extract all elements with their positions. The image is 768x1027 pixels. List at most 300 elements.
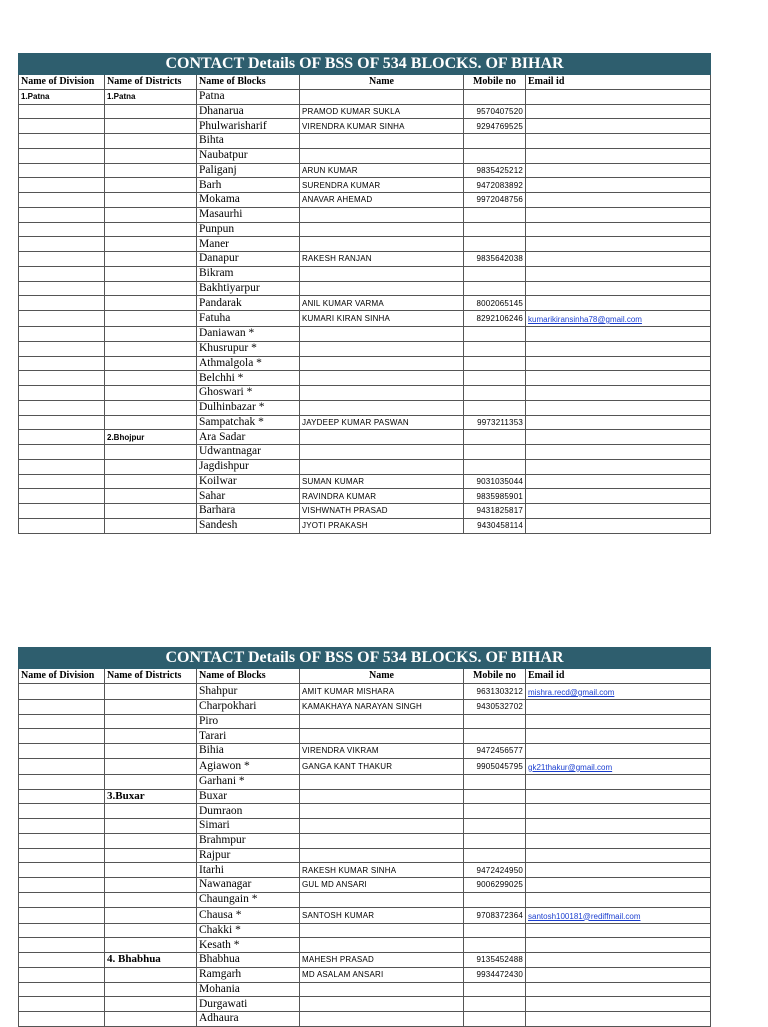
- division-cell: [19, 207, 105, 222]
- district-cell: [105, 296, 197, 311]
- name-cell: [300, 459, 464, 474]
- division-cell: [19, 892, 105, 907]
- division-cell: [19, 699, 105, 714]
- name-cell: [300, 774, 464, 789]
- division-cell: [19, 474, 105, 489]
- block-cell: Naubatpur: [197, 148, 300, 163]
- table-title: CONTACT Details OF BSS OF 534 BLOCKS. OF BIHAR: [19, 648, 711, 669]
- email-cell: [526, 804, 711, 819]
- block-cell: Sampatchak *: [197, 415, 300, 430]
- mobile-cell: 9135452488: [464, 953, 526, 968]
- block-cell: Sandesh: [197, 518, 300, 533]
- block-cell: Masaurhi: [197, 207, 300, 222]
- district-cell: [105, 237, 197, 252]
- name-cell: [300, 833, 464, 848]
- table-title: CONTACT Details OF BSS OF 534 BLOCKS. OF BIHAR: [19, 54, 711, 75]
- email-link[interactable]: gk21thakur@gmail.com: [528, 762, 613, 772]
- district-cell: [105, 848, 197, 863]
- mobile-cell: [464, 833, 526, 848]
- name-cell: [300, 371, 464, 386]
- name-cell: [300, 982, 464, 997]
- name-cell: KAMAKHAYA NARAYAN SINGH: [300, 699, 464, 714]
- block-cell: Piro: [197, 714, 300, 729]
- email-link[interactable]: santosh100181@rediffmail.com: [528, 911, 641, 921]
- division-cell: [19, 163, 105, 178]
- table-row: [19, 281, 711, 296]
- block-cell: Pandarak: [197, 296, 300, 311]
- header-mobile: Mobile no: [464, 669, 526, 684]
- name-cell: VIRENDRA VIKRAM: [300, 744, 464, 759]
- email-cell: [526, 489, 711, 504]
- name-cell: ANIL KUMAR VARMA: [300, 296, 464, 311]
- table-row: [19, 848, 711, 863]
- table-row: [19, 311, 711, 327]
- table-row: [19, 518, 711, 533]
- mobile-cell: [464, 848, 526, 863]
- table-row: [19, 459, 711, 474]
- division-cell: [19, 518, 105, 533]
- district-cell: [105, 907, 197, 923]
- table-row: [19, 119, 711, 134]
- email-cell: [526, 819, 711, 834]
- division-cell: [19, 371, 105, 386]
- block-cell: Bihta: [197, 134, 300, 149]
- contact-table: [18, 53, 711, 534]
- table-row: [19, 1012, 711, 1027]
- block-cell: Nawanagar: [197, 878, 300, 893]
- email-cell: [526, 923, 711, 938]
- division-cell: [19, 430, 105, 445]
- mobile-cell: 8292106246: [464, 311, 526, 327]
- table-row: [19, 415, 711, 430]
- division-cell: [19, 119, 105, 134]
- table-row: [19, 386, 711, 401]
- division-cell: [19, 982, 105, 997]
- division-cell: [19, 415, 105, 430]
- mobile-cell: [464, 281, 526, 296]
- table-row: [19, 371, 711, 386]
- division-cell: [19, 148, 105, 163]
- division-cell: [19, 341, 105, 356]
- table-row: [19, 907, 711, 923]
- header-districts: Name of Districts: [105, 669, 197, 684]
- name-cell: GANGA KANT THAKUR: [300, 758, 464, 774]
- district-cell: [105, 178, 197, 193]
- division-cell: [19, 266, 105, 281]
- block-cell: Dhanarua: [197, 104, 300, 119]
- district-cell: 1.Patna: [105, 89, 197, 104]
- email-cell: [526, 459, 711, 474]
- block-cell: Brahmpur: [197, 833, 300, 848]
- mobile-cell: [464, 386, 526, 401]
- email-cell: [526, 371, 711, 386]
- name-cell: [300, 848, 464, 863]
- division-cell: [19, 252, 105, 267]
- division-cell: [19, 938, 105, 953]
- division-cell: [19, 729, 105, 744]
- email-cell: [526, 89, 711, 104]
- division-cell: [19, 953, 105, 968]
- name-cell: JYOTI PRAKASH: [300, 518, 464, 533]
- mobile-cell: [464, 207, 526, 222]
- block-cell: Sahar: [197, 489, 300, 504]
- table-row: [19, 89, 711, 104]
- table-row: [19, 504, 711, 519]
- district-cell: [105, 997, 197, 1012]
- mobile-cell: [464, 327, 526, 342]
- email-cell: [526, 953, 711, 968]
- district-cell: [105, 415, 197, 430]
- email-cell: [526, 311, 711, 327]
- mobile-cell: 9294769525: [464, 119, 526, 134]
- district-cell: 4. Bhabhua: [105, 953, 197, 968]
- block-cell: Barh: [197, 178, 300, 193]
- block-cell: Durgawati: [197, 997, 300, 1012]
- name-cell: [300, 89, 464, 104]
- name-cell: [300, 266, 464, 281]
- name-cell: [300, 892, 464, 907]
- mobile-cell: 9835425212: [464, 163, 526, 178]
- district-cell: [105, 371, 197, 386]
- table-row: [19, 266, 711, 281]
- name-cell: KUMARI KIRAN SINHA: [300, 311, 464, 327]
- table-row: [19, 474, 711, 489]
- block-cell: Dulhinbazar *: [197, 400, 300, 415]
- division-cell: [19, 997, 105, 1012]
- block-cell: Simari: [197, 819, 300, 834]
- block-cell: Danapur: [197, 252, 300, 267]
- division-cell: 1.Patna: [19, 89, 105, 104]
- email-cell: [526, 430, 711, 445]
- division-cell: [19, 967, 105, 982]
- table-row: [19, 104, 711, 119]
- district-cell: [105, 311, 197, 327]
- mobile-cell: [464, 356, 526, 371]
- block-cell: Mohania: [197, 982, 300, 997]
- name-cell: [300, 222, 464, 237]
- name-cell: SURENDRA KUMAR: [300, 178, 464, 193]
- district-cell: 2.Bhojpur: [105, 430, 197, 445]
- division-cell: [19, 178, 105, 193]
- email-cell: [526, 907, 711, 923]
- block-cell: Tarari: [197, 729, 300, 744]
- division-cell: [19, 758, 105, 774]
- block-cell: Bihia: [197, 744, 300, 759]
- mobile-cell: [464, 237, 526, 252]
- district-cell: [105, 119, 197, 134]
- email-cell: [526, 863, 711, 878]
- district-cell: [105, 207, 197, 222]
- division-cell: [19, 386, 105, 401]
- mobile-cell: [464, 892, 526, 907]
- email-cell: [526, 266, 711, 281]
- district-cell: 3.Buxar: [105, 789, 197, 804]
- district-cell: [105, 341, 197, 356]
- district-cell: [105, 967, 197, 982]
- block-cell: Kesath *: [197, 938, 300, 953]
- mobile-cell: [464, 266, 526, 281]
- email-link[interactable]: kumarikiransinha78@gmail.com: [528, 315, 642, 324]
- header-mobile: Mobile no: [464, 75, 526, 90]
- division-cell: [19, 907, 105, 923]
- email-cell: [526, 878, 711, 893]
- block-cell: Chaungain *: [197, 892, 300, 907]
- email-cell: [526, 892, 711, 907]
- email-cell: [526, 207, 711, 222]
- email-cell: [526, 148, 711, 163]
- email-cell: [526, 386, 711, 401]
- name-cell: [300, 1012, 464, 1027]
- table-row: [19, 938, 711, 953]
- mobile-cell: [464, 938, 526, 953]
- division-cell: [19, 489, 105, 504]
- division-cell: [19, 281, 105, 296]
- division-cell: [19, 327, 105, 342]
- email-cell: [526, 327, 711, 342]
- name-cell: [300, 923, 464, 938]
- email-cell: [526, 119, 711, 134]
- block-cell: Bhabhua: [197, 953, 300, 968]
- division-cell: [19, 504, 105, 519]
- name-cell: ANAVAR AHEMAD: [300, 193, 464, 208]
- district-cell: [105, 356, 197, 371]
- email-cell: [526, 982, 711, 997]
- district-cell: [105, 863, 197, 878]
- email-cell: [526, 1012, 711, 1027]
- district-cell: [105, 518, 197, 533]
- name-cell: MAHESH PRASAD: [300, 953, 464, 968]
- district-cell: [105, 266, 197, 281]
- block-cell: Bikram: [197, 266, 300, 281]
- mobile-cell: 9472456577: [464, 744, 526, 759]
- mobile-cell: 9472083892: [464, 178, 526, 193]
- district-cell: [105, 774, 197, 789]
- email-cell: [526, 400, 711, 415]
- division-cell: [19, 193, 105, 208]
- table-row: [19, 774, 711, 789]
- email-cell: [526, 163, 711, 178]
- block-cell: Adhaura: [197, 1012, 300, 1027]
- mobile-cell: 9472424950: [464, 863, 526, 878]
- name-cell: [300, 134, 464, 149]
- block-cell: Buxar: [197, 789, 300, 804]
- mobile-cell: 9934472430: [464, 967, 526, 982]
- table-row: [19, 878, 711, 893]
- name-cell: [300, 804, 464, 819]
- header-districts: Name of Districts: [105, 75, 197, 90]
- mobile-cell: 9430458114: [464, 518, 526, 533]
- table-row: [19, 699, 711, 714]
- email-cell: [526, 729, 711, 744]
- district-cell: [105, 982, 197, 997]
- table-row: [19, 953, 711, 968]
- header-name: Name: [300, 75, 464, 90]
- name-cell: ARUN KUMAR: [300, 163, 464, 178]
- district-cell: [105, 163, 197, 178]
- block-cell: Fatuha: [197, 311, 300, 327]
- email-cell: [526, 222, 711, 237]
- division-cell: [19, 134, 105, 149]
- division-cell: [19, 222, 105, 237]
- name-cell: [300, 356, 464, 371]
- table-row: [19, 489, 711, 504]
- mobile-cell: 9431825817: [464, 504, 526, 519]
- district-cell: [105, 104, 197, 119]
- name-cell: [300, 237, 464, 252]
- block-cell: Itarhi: [197, 863, 300, 878]
- block-cell: Barhara: [197, 504, 300, 519]
- email-cell: [526, 341, 711, 356]
- mobile-cell: [464, 923, 526, 938]
- mobile-cell: [464, 400, 526, 415]
- name-cell: [300, 819, 464, 834]
- mobile-cell: [464, 222, 526, 237]
- division-cell: [19, 714, 105, 729]
- mobile-cell: 9708372364: [464, 907, 526, 923]
- division-cell: [19, 774, 105, 789]
- email-cell: [526, 714, 711, 729]
- header-name: Name: [300, 669, 464, 684]
- block-cell: Charpokhari: [197, 699, 300, 714]
- block-cell: Bakhtiyarpur: [197, 281, 300, 296]
- block-cell: Punpun: [197, 222, 300, 237]
- table-row: [19, 967, 711, 982]
- name-cell: [300, 400, 464, 415]
- table-row: [19, 193, 711, 208]
- name-cell: AMIT KUMAR MISHARA: [300, 683, 464, 699]
- email-cell: [526, 967, 711, 982]
- mobile-cell: [464, 445, 526, 460]
- district-cell: [105, 134, 197, 149]
- table-row: [19, 683, 711, 699]
- block-cell: Dumraon: [197, 804, 300, 819]
- district-cell: [105, 1012, 197, 1027]
- table-row: [19, 744, 711, 759]
- block-cell: Patna: [197, 89, 300, 104]
- table-row: [19, 178, 711, 193]
- division-cell: [19, 923, 105, 938]
- email-cell: [526, 445, 711, 460]
- block-cell: Koilwar: [197, 474, 300, 489]
- email-cell: [526, 134, 711, 149]
- block-cell: Ghoswari *: [197, 386, 300, 401]
- district-cell: [105, 281, 197, 296]
- name-cell: GUL MD ANSARI: [300, 878, 464, 893]
- email-cell: [526, 744, 711, 759]
- division-cell: [19, 400, 105, 415]
- district-cell: [105, 804, 197, 819]
- name-cell: SUMAN KUMAR: [300, 474, 464, 489]
- block-cell: Shahpur: [197, 683, 300, 699]
- block-cell: Udwantnagar: [197, 445, 300, 460]
- email-cell: [526, 833, 711, 848]
- mobile-cell: 9006299025: [464, 878, 526, 893]
- district-cell: [105, 252, 197, 267]
- contact-table: [18, 647, 711, 1027]
- mobile-cell: [464, 804, 526, 819]
- division-cell: [19, 878, 105, 893]
- table-row: [19, 430, 711, 445]
- block-cell: Daniawan *: [197, 327, 300, 342]
- division-cell: [19, 1012, 105, 1027]
- division-cell: [19, 819, 105, 834]
- block-cell: Agiawon *: [197, 758, 300, 774]
- name-cell: RAKESH KUMAR SINHA: [300, 863, 464, 878]
- mobile-cell: [464, 789, 526, 804]
- email-cell: [526, 281, 711, 296]
- table-row: [19, 252, 711, 267]
- email-cell: [526, 356, 711, 371]
- email-cell: [526, 104, 711, 119]
- division-cell: [19, 833, 105, 848]
- email-cell: [526, 518, 711, 533]
- district-cell: [105, 400, 197, 415]
- table-row: [19, 296, 711, 311]
- block-cell: Mokama: [197, 193, 300, 208]
- district-cell: [105, 699, 197, 714]
- division-cell: [19, 311, 105, 327]
- email-cell: [526, 789, 711, 804]
- table-row: [19, 134, 711, 149]
- division-cell: [19, 356, 105, 371]
- district-cell: [105, 504, 197, 519]
- district-cell: [105, 474, 197, 489]
- block-cell: Phulwarisharif: [197, 119, 300, 134]
- mobile-cell: 9430532702: [464, 699, 526, 714]
- mobile-cell: [464, 774, 526, 789]
- block-cell: Chakki *: [197, 923, 300, 938]
- header-division: Name of Division: [19, 75, 105, 90]
- district-cell: [105, 148, 197, 163]
- division-cell: [19, 848, 105, 863]
- district-cell: [105, 327, 197, 342]
- table-row: [19, 729, 711, 744]
- table-row: [19, 148, 711, 163]
- block-cell: Garhani *: [197, 774, 300, 789]
- table-row: [19, 327, 711, 342]
- email-cell: [526, 474, 711, 489]
- district-cell: [105, 833, 197, 848]
- district-cell: [105, 459, 197, 474]
- mobile-cell: [464, 982, 526, 997]
- email-cell: [526, 774, 711, 789]
- division-cell: [19, 237, 105, 252]
- division-cell: [19, 104, 105, 119]
- table-row: [19, 341, 711, 356]
- block-cell: Ara Sadar: [197, 430, 300, 445]
- table-row: [19, 237, 711, 252]
- division-cell: [19, 445, 105, 460]
- email-link[interactable]: mishra.recd@gmail.com: [528, 687, 615, 697]
- division-cell: [19, 683, 105, 699]
- header-division: Name of Division: [19, 669, 105, 684]
- table-row: [19, 356, 711, 371]
- name-cell: [300, 430, 464, 445]
- name-cell: VISHWNATH PRASAD: [300, 504, 464, 519]
- email-cell: [526, 237, 711, 252]
- table-row: [19, 982, 711, 997]
- division-cell: [19, 789, 105, 804]
- mobile-cell: [464, 430, 526, 445]
- table-row: [19, 207, 711, 222]
- block-cell: Ramgarh: [197, 967, 300, 982]
- table-row: [19, 804, 711, 819]
- email-cell: [526, 758, 711, 774]
- email-cell: [526, 504, 711, 519]
- district-cell: [105, 729, 197, 744]
- name-cell: RAVINDRA KUMAR: [300, 489, 464, 504]
- name-cell: [300, 445, 464, 460]
